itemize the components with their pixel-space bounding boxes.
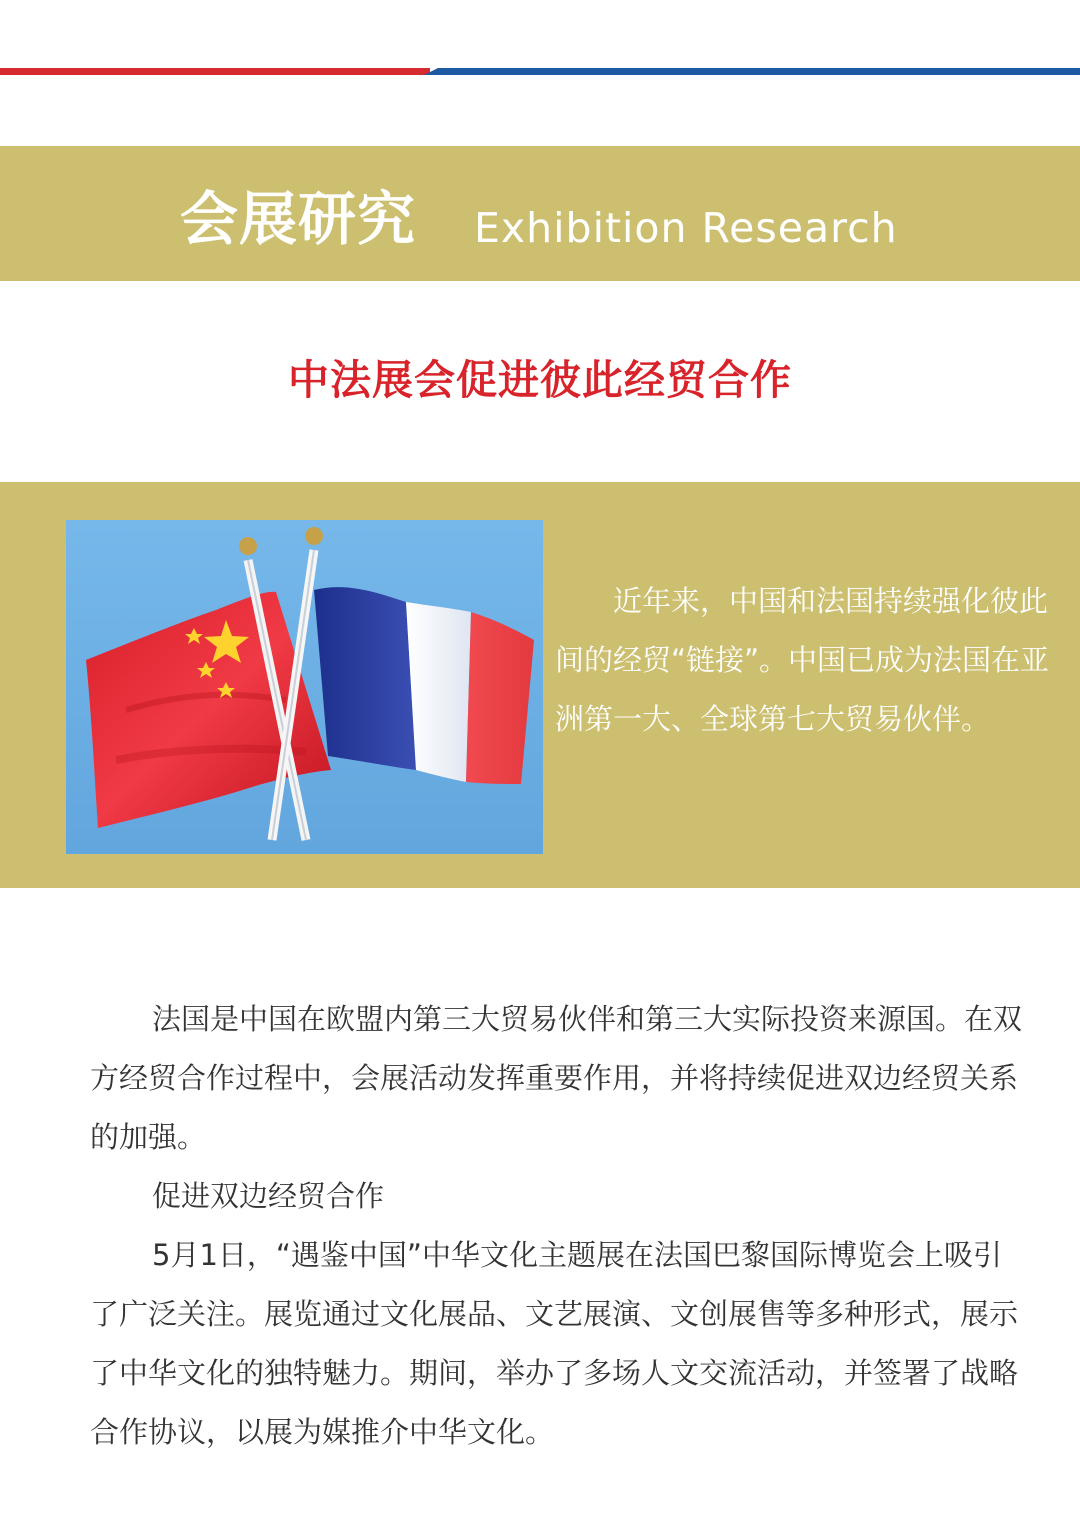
- header-rule-blue: [424, 68, 1080, 75]
- lead-text: 近年来，中国和法国持续强化彼此间的经贸“链接”。中国已成为法国在亚洲第一大、全球第七大贸易伙伴。: [555, 584, 1050, 736]
- china-france-flags-image: [66, 520, 543, 854]
- lead-paragraph: [555, 572, 1055, 749]
- section-title-en: Exhibition Research: [474, 204, 898, 252]
- body-paragraph-2: 5月1日，“遇鉴中国”中华文化主题展在法国巴黎国际博览会上吸引了广泛关注。展览通过文化展品、文艺展演、文创展售等多种形式，展示了中华文化的独特魅力。期间，举办了多场人文交流活动，并签署了战略合作协议，以展为媒推介中华文化。: [90, 1238, 1019, 1449]
- article-body: [90, 990, 1030, 1462]
- article-title: 中法展会促进彼此经贸合作: [288, 356, 792, 404]
- body-subheading: 促进双边经贸合作: [152, 1179, 385, 1213]
- section-title-cn: 会展研究: [180, 185, 417, 253]
- header-color-rule: [0, 68, 1080, 75]
- body-paragraph-1: 法国是中国在欧盟内第三大贸易伙伴和第三大实际投资来源国。在双方经贸合作过程中，会展活动发挥重要作用，并将持续促进双边经贸关系的加强。: [90, 1002, 1023, 1154]
- header-rule-red: [0, 68, 430, 75]
